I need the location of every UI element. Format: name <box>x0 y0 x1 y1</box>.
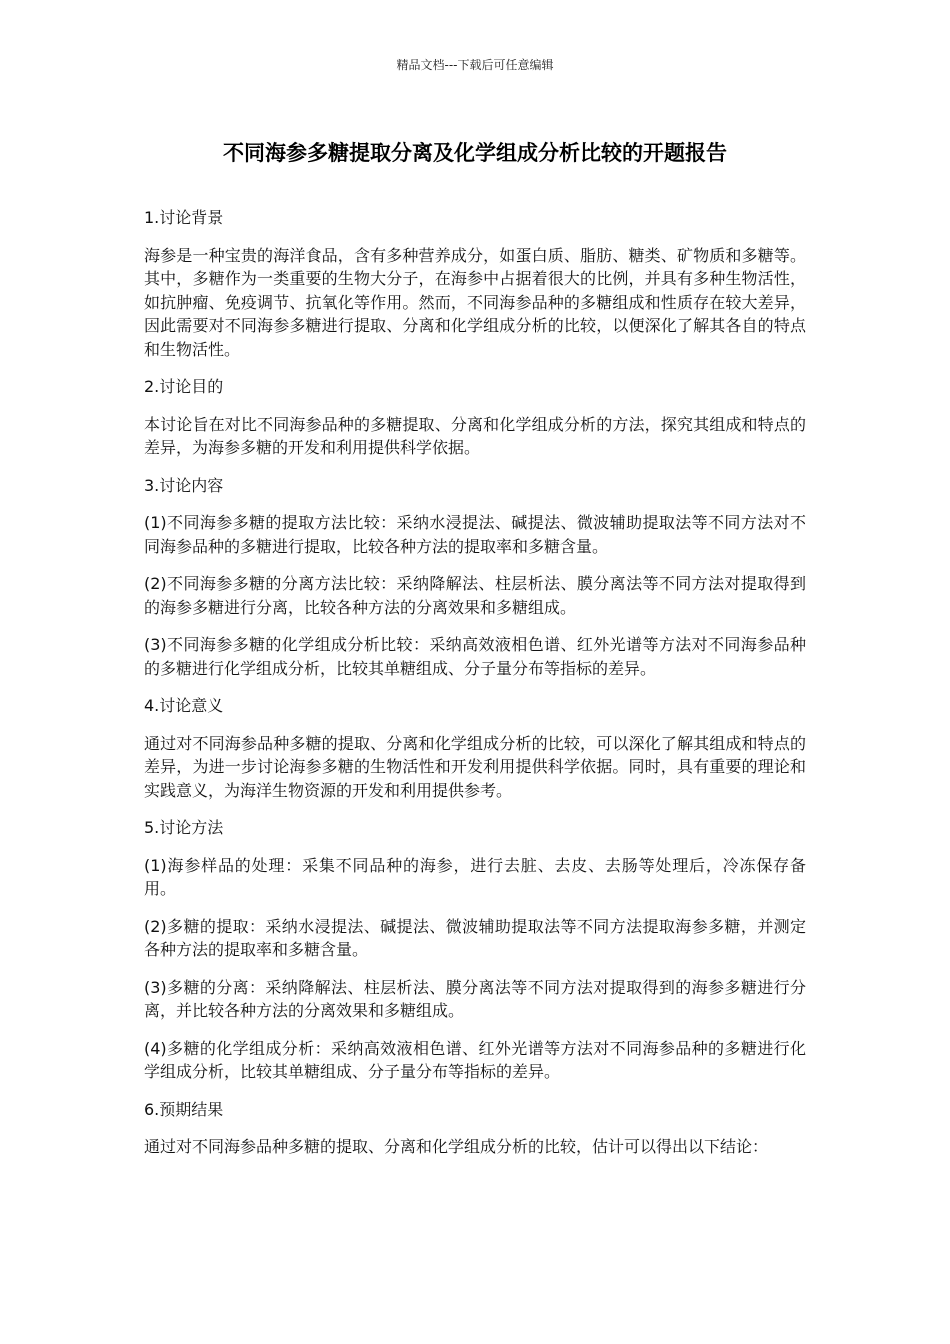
section-heading-background: 1.讨论背景 <box>144 208 224 227</box>
paragraph: 通过对不同海参品种多糖的提取、分离和化学组成分析的比较，估计可以得出以下结论： <box>144 1137 769 1156</box>
section-heading-methods: 5.讨论方法 <box>144 818 224 837</box>
paragraph: (3)不同海参多糖的化学组成分析比较：采纳高效液相色谱、红外光谱等方法对不同海参品种的多糖进行化学组成分析，比较其单糖组成、分子量分布等指标的差异。 <box>144 635 806 678</box>
section-heading-purpose: 2.讨论目的 <box>144 377 224 396</box>
paragraph: (4)多糖的化学组成分析：采纳高效液相色谱、红外光谱等方法对不同海参品种的多糖进行化学组成分析，比较其单糖组成、分子量分布等指标的差异。 <box>144 1038 806 1081</box>
document-title: 不同海参多糖提取分离及化学组成分析比较的开题报告 <box>223 141 727 165</box>
paragraph: (2)不同海参多糖的分离方法比较：采纳降解法、柱层析法、膜分离法等不同方法对提取得到的海参多糖进行分离，比较各种方法的分离效果和多糖组成。 <box>144 574 806 617</box>
paragraph: 海参是一种宝贵的海洋食品，含有多种营养成分，如蛋白质、脂肪、糖类、矿物质和多糖等。其中，多糖作为一类重要的生物大分子，在海参中占据着很大的比例，并具有多种生物活性，如抗肿瘤、免疫调节、抗氧化等作用。然而，不同海参品种的多糖组成和性质存在较大差异，因此需要对不同海参多糖进行提取、分离和化学组成分析的比较，以便深化了解其各自的特点和生物活性。 <box>144 245 806 359</box>
paragraph: (1)海参样品的处理：采集不同品种的海参，进行去脏、去皮、去肠等处理后，冷冻保存备用。 <box>144 855 806 898</box>
paragraph: (1)不同海参多糖的提取方法比较：采纳水浸提法、碱提法、微波辅助提取法等不同方法对不同海参品种的多糖进行提取，比较各种方法的提取率和多糖含量。 <box>144 513 806 556</box>
paragraph: 通过对不同海参品种多糖的提取、分离和化学组成分析的比较，可以深化了解其组成和特点的差异，为进一步讨论海参多糖的生物活性和开发利用提供科学依据。同时，具有重要的理论和实践意义，为海洋生物资源的开发和利用提供参考。 <box>144 733 806 800</box>
section-heading-content: 3.讨论内容 <box>144 475 224 495</box>
document-header-note: 精品文档---下载后可任意编辑 <box>396 58 554 72</box>
paragraph: 本讨论旨在对比不同海参品种的多糖提取、分离和化学组成分析的方法，探究其组成和特点的差异，为海参多糖的开发和利用提供科学依据。 <box>144 414 806 457</box>
document-body <box>144 206 806 1173</box>
section-heading-expected-results: 6.预期结果 <box>144 1099 224 1119</box>
paragraph: (2)多糖的提取：采纳水浸提法、碱提法、微波辅助提取法等不同方法提取海参多糖，并测定各种方法的提取率和多糖含量。 <box>144 916 806 959</box>
paragraph: (3)多糖的分离：采纳降解法、柱层析法、膜分离法等不同方法对提取得到的海参多糖进行分离，并比较各种方法的分离效果和多糖组成。 <box>144 977 806 1020</box>
section-heading-significance: 4.讨论意义 <box>144 696 224 715</box>
